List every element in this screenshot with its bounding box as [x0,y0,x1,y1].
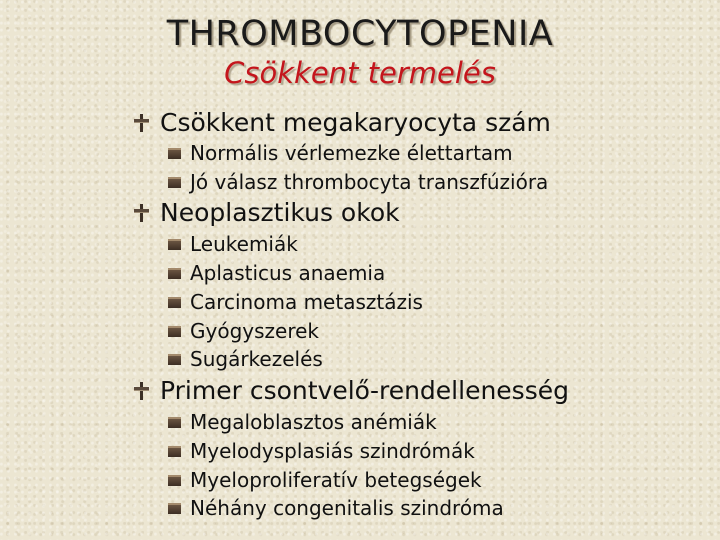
list-item [168,170,548,194]
post-bullet-icon [134,114,150,132]
block-bullet-icon [168,148,181,159]
section-heading [134,198,400,227]
list-item-label: Leukemiák [190,232,298,256]
list-item [168,468,482,492]
section-heading [134,376,569,405]
block-bullet-icon [168,239,181,250]
list-item-label: Myeloproliferatív betegségek [190,468,482,492]
list-item [168,141,513,165]
list-item-label: Gyógyszerek [190,319,319,343]
block-bullet-icon [168,326,181,337]
block-bullet-icon [168,417,181,428]
section-label: Primer csontvelő-rendellenesség [160,376,569,405]
list-item-label: Jó válasz thrombocyta transzfúzióra [190,170,549,194]
section-heading [134,108,551,137]
block-bullet-icon [168,475,181,486]
list-item-label: Néhány congenitalis szindróma [190,496,504,520]
block-bullet-icon [168,354,181,365]
block-bullet-icon [168,268,181,279]
post-bullet-icon [134,382,150,400]
list-item-label: Sugárkezelés [190,347,323,371]
slide-subtitle: Csökkent termelés [224,56,496,90]
list-item-label: Aplasticus anaemia [190,261,386,285]
block-bullet-icon [168,503,181,514]
list-item [168,496,504,520]
section-label: Neoplasztikus okok [160,198,400,227]
block-bullet-icon [168,177,181,188]
list-item [168,439,475,463]
list-item [168,410,437,434]
list-item [168,261,385,285]
post-bullet-icon [134,204,150,222]
list-item-label: Myelodysplasiás szindrómák [190,439,475,463]
block-bullet-icon [168,446,181,457]
list-item-label: Carcinoma metasztázis [190,290,423,314]
section-label: Csökkent megakaryocyta szám [160,108,551,137]
slide-title: THROMBOCYTOPENIA [166,14,554,54]
list-item [168,319,319,343]
list-item [168,290,423,314]
block-bullet-icon [168,297,181,308]
list-item [168,347,323,371]
list-item-label: Megaloblasztos anémiák [190,410,437,434]
list-item-label: Normális vérlemezke élettartam [190,141,513,165]
list-item [168,232,298,256]
